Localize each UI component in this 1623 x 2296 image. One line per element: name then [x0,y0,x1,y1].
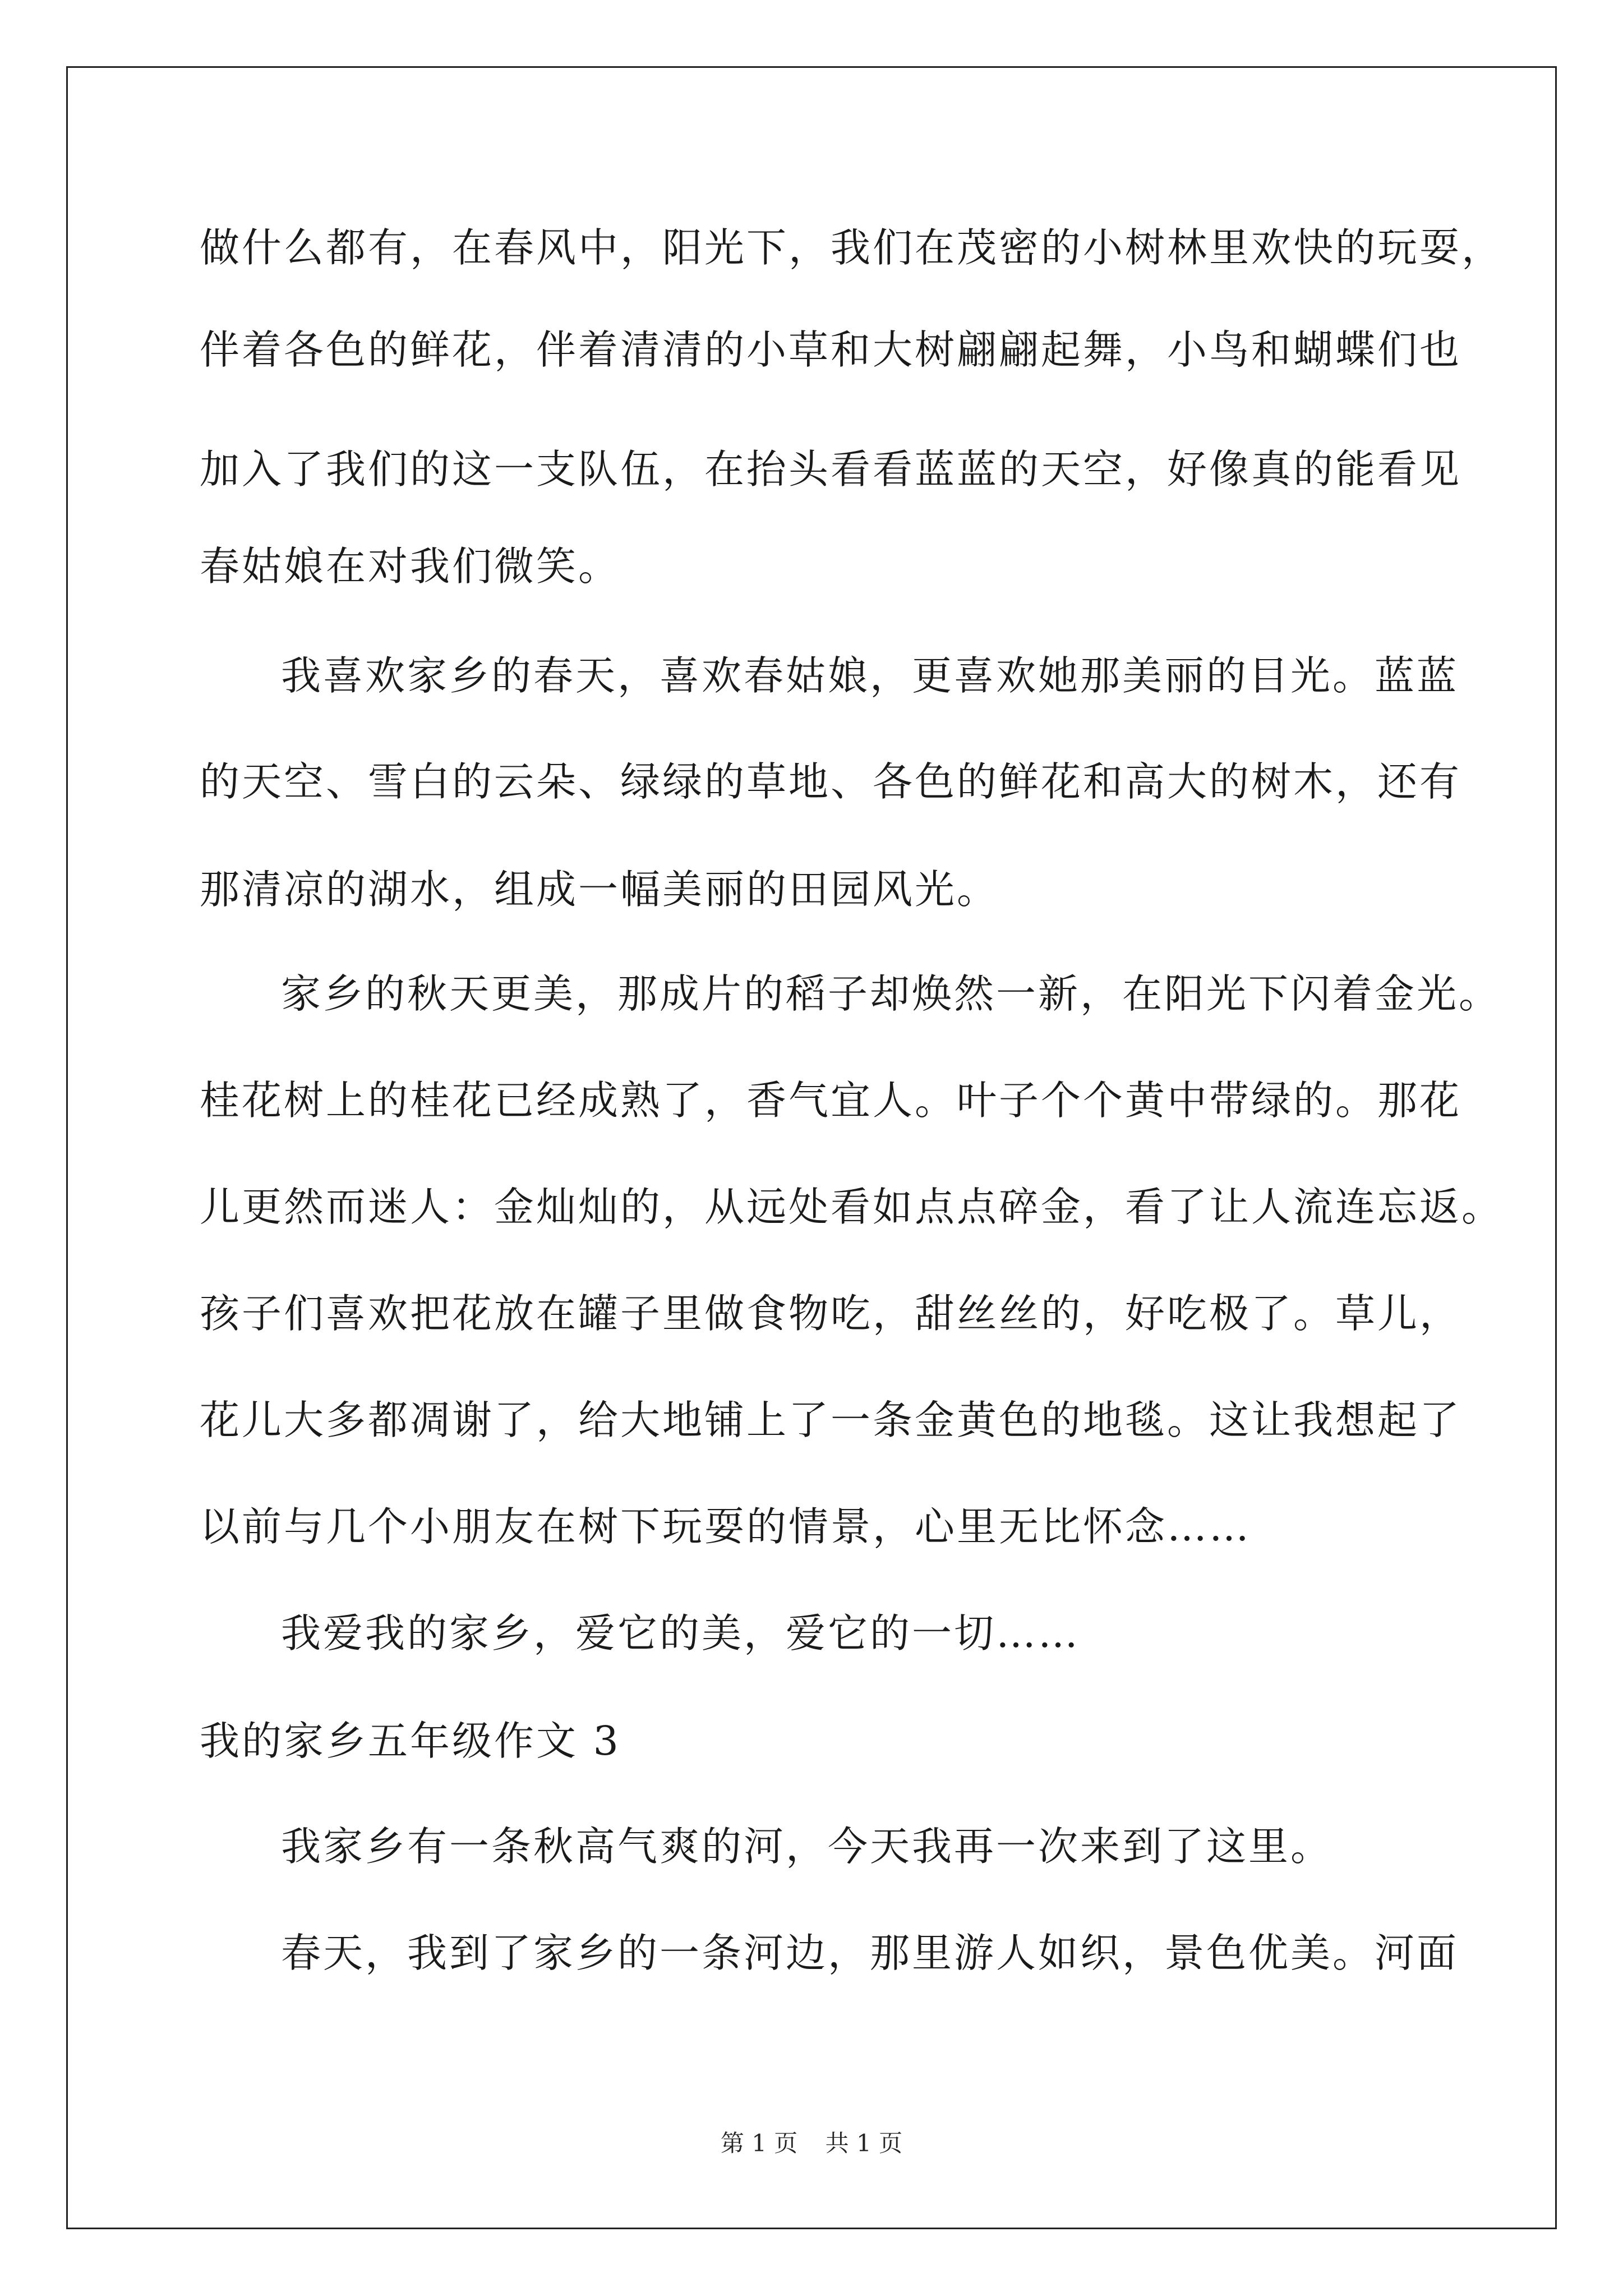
text-line: 儿更然而迷人：金灿灿的，从远处看如点点碎金，看了让人流连忘返。 [200,1184,1504,1230]
paragraph-start-line: 我家乡有一条秋高气爽的河，今天我再一次来到了这里。 [281,1823,1333,1870]
text-line: 桂花树上的桂花已经成熟了，香气宜人。叶子个个黄中带绿的。那花 [200,1077,1462,1124]
text-line: 那清凉的湖水，组成一幅美丽的田园风光。 [200,866,999,913]
text-line: 加入了我们的这一支队伍，在抬头看看蓝蓝的天空，好像真的能看见 [200,446,1462,493]
text-line: 的天空、雪白的云朵、绿绿的草地、各色的鲜花和高大的树木，还有 [200,758,1462,805]
total-pages: 共 1 页 [825,2129,903,2157]
page-border [66,66,1557,2229]
text-line: 孩子们喜欢把花放在罐子里做食物吃，甜丝丝的，好吃极了。草儿， [200,1290,1462,1337]
text-line: 春姑娘在对我们微笑。 [200,543,621,590]
paragraph-start-line: 我喜欢家乡的春天，喜欢春姑娘，更喜欢她那美丽的目光。蓝蓝 [281,652,1459,699]
text-line: 伴着各色的鲜花，伴着清清的小草和大树翩翩起舞，小鸟和蝴蝶们也 [200,326,1462,373]
text-line: 做什么都有，在春风中，阳光下，我们在茂密的小树林里欢快的玩耍， [200,224,1504,271]
text-line: 花儿大多都凋谢了，给大地铺上了一条金黄色的地毯。这让我想起了 [200,1397,1462,1443]
paragraph-start-line: 春天，我到了家乡的一条河边，那里游人如织，景色优美。河面 [281,1930,1459,1976]
section-heading: 我的家乡五年级作文 3 [200,1718,621,1764]
page-footer [0,2125,1623,2159]
paragraph-start-line: 家乡的秋天更美，那成片的稻子却焕然一新，在阳光下闪着金光。 [281,970,1501,1017]
paragraph-start-line: 我爱我的家乡，爱它的美，爱它的一切…… [281,1610,1081,1657]
page-number: 第 1 页 [720,2129,798,2157]
text-line: 以前与几个小朋友在树下玩耍的情景，心里无比怀念…… [200,1503,1252,1550]
